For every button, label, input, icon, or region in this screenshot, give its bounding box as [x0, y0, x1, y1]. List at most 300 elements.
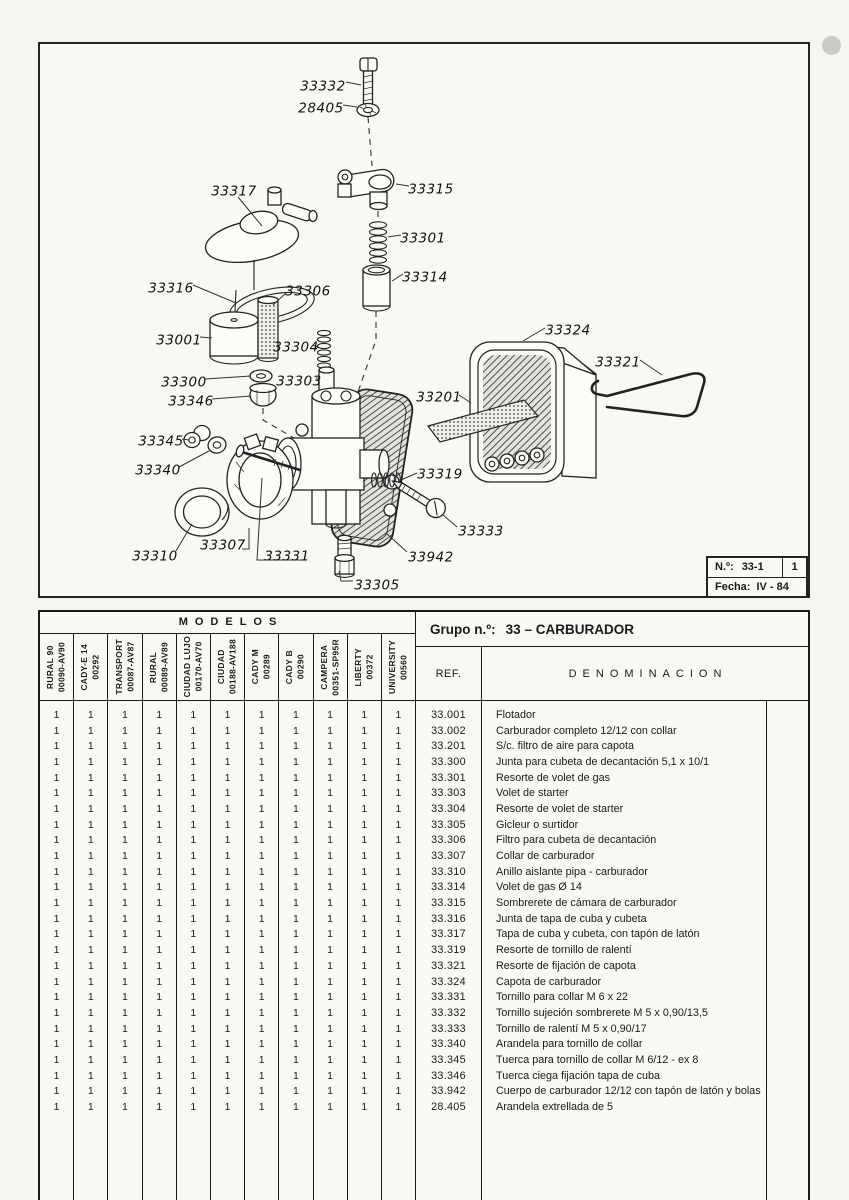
quantity-cell: 1: [224, 771, 231, 784]
quantity-cell: 1: [395, 881, 402, 894]
quantity-cell: 1: [395, 818, 402, 831]
quantity-cell: 1: [292, 912, 299, 925]
quantity-column-1: [40, 701, 74, 1200]
quantity-cell: 1: [224, 959, 231, 972]
part-callout-33324: 33324: [545, 322, 591, 339]
quantity-cell: 1: [53, 881, 60, 894]
quantity-cell: 1: [156, 1085, 163, 1098]
quantity-cell: 1: [87, 740, 94, 753]
denominacion-cell: Tapa de cuba y cubeta, con tapón de latón: [496, 928, 700, 941]
quantity-cell: 1: [156, 865, 163, 878]
sheet-page-number: 1: [782, 558, 806, 577]
part-callout-33304: 33304: [273, 339, 319, 356]
quantity-cell: 1: [292, 1006, 299, 1019]
quantity-cell: 1: [361, 1101, 368, 1114]
model-code: 00289: [261, 654, 272, 680]
model-header-2: [74, 634, 108, 700]
ref-cell: 33.307: [431, 850, 466, 863]
quantity-cell: 1: [190, 740, 197, 753]
quantity-cell: 1: [327, 802, 334, 815]
ref-column: [416, 701, 482, 1200]
quantity-cell: 1: [258, 834, 265, 847]
quantity-cell: 1: [395, 959, 402, 972]
quantity-cell: 1: [224, 724, 231, 737]
part-float-33001: [210, 312, 258, 364]
quantity-cell: 1: [292, 771, 299, 784]
quantity-cell: 1: [224, 944, 231, 957]
quantity-cell: 1: [361, 1022, 368, 1035]
part-callout-33201: 33201: [416, 389, 462, 406]
quantity-cell: 1: [87, 944, 94, 957]
quantity-cell: 1: [327, 959, 334, 972]
quantity-cell: 1: [361, 708, 368, 721]
quantity-cell: 1: [122, 1006, 128, 1019]
quantity-column-2: [74, 701, 108, 1200]
quantity-cell: 1: [122, 928, 128, 941]
model-header-4: [143, 634, 177, 700]
ref-cell: 33.315: [431, 897, 466, 910]
denominacion-cell: Tornillo de ralentí M 5 x 0,90/17: [496, 1022, 647, 1035]
quantity-cell: 1: [258, 850, 265, 863]
ref-cell: 33.346: [431, 1069, 466, 1082]
denominacion-cell: Resorte de volet de starter: [496, 802, 624, 815]
quantity-cell: 1: [258, 1085, 265, 1098]
carburetor-exploded-diagram: [40, 44, 808, 596]
callout-leader-28405: [343, 105, 357, 107]
denominacion-cell: Junta para cubeta de decantación 5,1 x 10/1: [496, 755, 710, 768]
quantity-cell: 1: [87, 959, 94, 972]
quantity-cell: 1: [395, 802, 402, 815]
quantity-cell: 1: [258, 724, 265, 737]
quantity-cell: 1: [258, 787, 265, 800]
quantity-cell: 1: [327, 1101, 334, 1114]
quantity-cell: 1: [190, 897, 197, 910]
quantity-cell: 1: [224, 975, 231, 988]
quantity-cell: 1: [87, 1069, 94, 1082]
quantity-cell: 1: [361, 975, 368, 988]
quantity-cell: 1: [156, 755, 163, 768]
quantity-cell: 1: [361, 881, 368, 894]
part-callout-33001: 33001: [156, 332, 202, 349]
model-code: 00351-SP95R: [330, 638, 341, 696]
quantity-column-5: [177, 701, 211, 1200]
ref-cell: 33.301: [431, 771, 466, 784]
quantity-cell: 1: [87, 1085, 94, 1098]
quantity-cell: 1: [224, 897, 231, 910]
denominacion-column-header: DENOMINACION: [568, 667, 728, 680]
ref-cell: 28.405: [431, 1101, 466, 1114]
denominacion-cell: Resorte de fijación de capota: [496, 959, 636, 972]
quantity-cell: 1: [122, 724, 128, 737]
quantity-cell: 1: [327, 708, 334, 721]
quantity-cell: 1: [53, 755, 60, 768]
model-name: CADY-E 14: [79, 643, 90, 691]
quantity-cell: 1: [292, 740, 299, 753]
model-code: 00188-AV188: [227, 639, 238, 695]
quantity-cell: 1: [122, 771, 128, 784]
quantity-cell: 1: [190, 912, 197, 925]
quantity-cell: 1: [190, 755, 197, 768]
table-body: [40, 701, 808, 1200]
quantity-cell: 1: [327, 975, 334, 988]
quantity-cell: 1: [224, 1022, 231, 1035]
quantity-cell: 1: [224, 1006, 231, 1019]
model-header-1: [40, 634, 74, 700]
quantity-cell: 1: [87, 897, 94, 910]
denominacion-cell: Capota de carburador: [496, 975, 602, 988]
quantity-cell: 1: [361, 944, 368, 957]
quantity-cell: 1: [87, 818, 94, 831]
quantity-cell: 1: [292, 897, 299, 910]
quantity-cell: 1: [156, 1101, 163, 1114]
quantity-cell: 1: [156, 1038, 163, 1051]
ref-cell: 33.306: [431, 834, 466, 847]
quantity-cell: 1: [292, 708, 299, 721]
part-callout-33319: 33319: [417, 466, 463, 483]
model-code: 00290: [295, 654, 306, 680]
quantity-cell: 1: [361, 724, 368, 737]
denominacion-cell: Tornillo para collar M 6 x 22: [496, 991, 629, 1004]
quantity-cell: 1: [190, 850, 197, 863]
part-callout-33315: 33315: [408, 181, 454, 198]
quantity-cell: 1: [122, 802, 128, 815]
ref-cell: 33.304: [431, 802, 466, 815]
quantity-cell: 1: [87, 1022, 94, 1035]
quantity-cell: 1: [395, 834, 402, 847]
denominacion-cell: Sombrerete de cámara de carburador: [496, 897, 677, 910]
ref-cell: 33.002: [431, 724, 466, 737]
quantity-cell: 1: [258, 1101, 265, 1114]
part-callout-33300: 33300: [161, 374, 207, 391]
group-header: [416, 612, 808, 700]
ref-cell: 33.332: [431, 1006, 466, 1019]
quantity-cell: 1: [156, 881, 163, 894]
callout-leader-33315: [396, 184, 409, 186]
quantity-cell: 1: [361, 912, 368, 925]
part-throttle-slide-33314: [363, 265, 390, 311]
fecha-value: IV - 84: [756, 580, 789, 593]
quantity-cell: 1: [224, 708, 231, 721]
sheet-number-box: [706, 556, 808, 598]
quantity-cell: 1: [327, 1022, 334, 1035]
part-callout-33317: 33317: [211, 183, 257, 200]
quantity-column-4: [143, 701, 177, 1200]
quantity-cell: 1: [224, 740, 231, 753]
model-code: 00090-AV90: [56, 641, 67, 693]
denominacion-column: [482, 701, 767, 1200]
quantity-cell: 1: [292, 755, 299, 768]
quantity-cell: 1: [292, 1022, 299, 1035]
quantity-cell: 1: [258, 959, 265, 972]
model-column-headers: [40, 634, 415, 700]
quantity-cell: 1: [53, 1022, 60, 1035]
model-code: 00087-AV87: [124, 641, 135, 693]
quantity-cell: 1: [292, 1101, 299, 1114]
part-cap-nut-33346: [250, 384, 276, 407]
quantity-cell: 1: [53, 991, 60, 1004]
quantity-cell: 1: [87, 834, 94, 847]
quantity-cell: 1: [87, 991, 94, 1004]
quantity-cell: 1: [258, 1053, 265, 1066]
quantity-cell: 1: [122, 897, 128, 910]
denominacion-cell: Junta de tapa de cuba y cubeta: [496, 912, 647, 925]
quantity-cell: 1: [190, 1006, 197, 1019]
quantity-cell: 1: [122, 787, 128, 800]
quantity-cell: 1: [361, 787, 368, 800]
sheet-no-value: 33-1: [741, 561, 764, 574]
model-code: 00560: [398, 654, 409, 680]
quantity-cell: 1: [190, 991, 197, 1004]
quantity-cell: 1: [156, 771, 163, 784]
quantity-cell: 1: [190, 1101, 197, 1114]
quantity-cell: 1: [258, 897, 265, 910]
quantity-cell: 1: [361, 755, 368, 768]
quantity-cell: 1: [361, 897, 368, 910]
quantity-cell: 1: [361, 991, 368, 1004]
quantity-cell: 1: [87, 787, 94, 800]
quantity-cell: 1: [122, 740, 128, 753]
quantity-column-6: [211, 701, 245, 1200]
quantity-cell: 1: [53, 724, 60, 737]
quantity-cell: 1: [122, 959, 128, 972]
quantity-cell: 1: [156, 787, 163, 800]
denominacion-cell: Gicleur o surtidor: [496, 818, 579, 831]
part-callout-33301: 33301: [400, 230, 446, 247]
group-title: [416, 612, 808, 647]
callout-leader-33316: [193, 285, 236, 303]
model-header-6: [211, 634, 245, 700]
denominacion-cell: Tornillo sujeción sombrerete M 5 x 0,90/13,5: [496, 1006, 708, 1019]
group-label: Grupo n.º:: [430, 621, 496, 637]
quantity-cell: 1: [190, 881, 197, 894]
quantity-cell: 1: [327, 944, 334, 957]
quantity-cell: 1: [122, 755, 128, 768]
ref-cell: 33.345: [431, 1053, 466, 1066]
quantity-cell: 1: [361, 802, 368, 815]
quantity-cell: 1: [258, 1069, 265, 1082]
model-name: RURAL 90: [45, 645, 56, 689]
quantity-cell: 1: [53, 834, 60, 847]
quantity-cell: 1: [361, 928, 368, 941]
quantity-cell: 1: [156, 928, 163, 941]
quantity-cell: 1: [361, 1038, 368, 1051]
quantity-cell: 1: [190, 834, 197, 847]
quantity-cell: 1: [258, 755, 265, 768]
part-callout-33314: 33314: [402, 269, 448, 286]
exploded-diagram-frame: [38, 42, 810, 598]
quantity-cell: 1: [224, 1101, 231, 1114]
part-callout-33307: 33307: [200, 537, 246, 554]
quantity-cell: 1: [53, 1006, 60, 1019]
quantity-cell: 1: [156, 991, 163, 1004]
quantity-cell: 1: [224, 1069, 231, 1082]
quantity-cell: 1: [258, 881, 265, 894]
quantity-cell: 1: [395, 755, 402, 768]
quantity-cell: 1: [87, 708, 94, 721]
model-header-5: [177, 634, 211, 700]
quantity-cell: 1: [395, 991, 402, 1004]
quantity-cell: 1: [190, 975, 197, 988]
quantity-cell: 1: [224, 1038, 231, 1051]
quantity-cell: 1: [87, 928, 94, 941]
part-spring-33301: [370, 222, 387, 263]
quantity-cell: 1: [87, 881, 94, 894]
quantity-cell: 1: [395, 865, 402, 878]
quantity-cell: 1: [87, 975, 94, 988]
model-name: UNIVERSITY: [387, 639, 397, 694]
quantity-cell: 1: [190, 865, 197, 878]
part-callout-33306: 33306: [285, 283, 331, 300]
quantity-column-7: [245, 701, 279, 1200]
model-name: TRANSPORT: [113, 639, 124, 695]
denominacion-cell: Flotador: [496, 708, 536, 721]
quantity-cell: 1: [53, 1101, 60, 1114]
quantity-cell: 1: [224, 912, 231, 925]
quantity-cell: 1: [361, 834, 368, 847]
quantity-cell: 1: [53, 959, 60, 972]
ref-cell: 33.340: [431, 1038, 466, 1051]
callout-leader-33333: [443, 515, 457, 527]
quantity-cell: 1: [395, 1053, 402, 1066]
model-name: LIBERTY: [352, 647, 363, 687]
part-callout-33332: 33332: [300, 78, 346, 95]
quantity-cell: 1: [122, 912, 128, 925]
callout-leader-33300: [205, 376, 251, 379]
quantity-cell: 1: [224, 865, 231, 878]
part-callout-33942: 33942: [408, 549, 454, 566]
quantity-cell: 1: [156, 740, 163, 753]
models-header: [40, 612, 416, 700]
quantity-cell: 1: [190, 944, 197, 957]
quantity-cell: 1: [395, 1069, 402, 1082]
ref-cell: 33.942: [431, 1085, 466, 1098]
quantity-cell: 1: [156, 959, 163, 972]
empty-right-column: [767, 701, 808, 1200]
callout-leader-33301: [388, 235, 401, 237]
quantity-cell: 1: [361, 1053, 368, 1066]
quantity-cell: 1: [395, 787, 402, 800]
quantity-cell: 1: [53, 1038, 60, 1051]
quantity-cell: 1: [258, 865, 265, 878]
model-header-3: [108, 634, 142, 700]
part-star-washer-28405: [357, 104, 379, 117]
callout-leader-33319: [401, 473, 417, 480]
denominacion-cell: Carburador completo 12/12 con collar: [496, 724, 677, 737]
quantity-cell: 1: [224, 1053, 231, 1066]
callout-leader-33332: [346, 82, 361, 85]
denominacion-cell: Resorte de volet de gas: [496, 771, 611, 784]
quantity-cell: 1: [292, 928, 299, 941]
part-ring-33310: [175, 488, 229, 536]
quantity-cell: 1: [395, 708, 402, 721]
quantity-cell: 1: [53, 912, 60, 925]
quantity-cell: 1: [258, 975, 265, 988]
quantity-cell: 1: [395, 897, 402, 910]
quantity-cell: 1: [53, 975, 60, 988]
quantity-cell: 1: [395, 1085, 402, 1098]
model-name: CADY B: [284, 649, 295, 685]
model-header-10: [348, 634, 382, 700]
model-code: 00089-AV89: [159, 641, 170, 693]
quantity-cell: 1: [258, 740, 265, 753]
quantity-cell: 1: [258, 771, 265, 784]
quantity-cell: 1: [258, 1038, 265, 1051]
callout-leader-33324: [523, 328, 545, 341]
part-callout-33310: 33310: [132, 548, 178, 565]
quantity-cell: 1: [53, 787, 60, 800]
quantity-cell: 1: [122, 944, 128, 957]
quantity-cell: 1: [327, 897, 334, 910]
quantity-cell: 1: [292, 944, 299, 957]
part-callout-33346: 33346: [168, 393, 214, 410]
part-washer-33340: [206, 435, 228, 455]
model-header-9: [314, 634, 348, 700]
part-callout-33331: 33331: [264, 548, 310, 565]
quantity-cell: 1: [327, 1069, 334, 1082]
denominacion-cell: Volet de gas Ø 14: [496, 881, 582, 894]
ref-cell: 33.305: [431, 818, 466, 831]
quantity-cell: 1: [87, 1038, 94, 1051]
quantity-column-9: [314, 701, 348, 1200]
sheet-number-row: [708, 558, 806, 577]
quantity-cell: 1: [190, 928, 197, 941]
ref-cell: 33.316: [431, 912, 466, 925]
quantity-cell: 1: [122, 708, 128, 721]
quantity-cell: 1: [156, 724, 163, 737]
quantity-cell: 1: [53, 944, 60, 957]
part-jet-33305: [335, 535, 354, 577]
quantity-cell: 1: [224, 881, 231, 894]
quantity-column-8: [279, 701, 313, 1200]
quantity-cell: 1: [87, 755, 94, 768]
denominacion-cell: Collar de carburador: [496, 850, 595, 863]
part-spring-33304: [318, 330, 331, 368]
quantity-cell: 1: [327, 1038, 334, 1051]
model-header-7: [245, 634, 279, 700]
part-callout-33305: 33305: [354, 577, 400, 594]
denominacion-cell: Tuerca para tornillo de collar M 6/12 - ex 8: [496, 1053, 699, 1066]
quantity-cell: 1: [292, 881, 299, 894]
sheet-no-label: N.º:: [715, 561, 734, 574]
quantity-cell: 1: [258, 944, 265, 957]
callout-leader-33346: [212, 396, 251, 399]
quantity-cell: 1: [122, 1069, 128, 1082]
quantity-cell: 1: [224, 755, 231, 768]
quantity-cell: 1: [327, 1006, 334, 1019]
quantity-cell: 1: [292, 1038, 299, 1051]
quantity-cell: 1: [122, 1101, 128, 1114]
quantity-cell: 1: [53, 850, 60, 863]
quantity-cell: 1: [395, 1022, 402, 1035]
parts-table: [38, 610, 810, 1200]
quantity-cell: 1: [292, 975, 299, 988]
quantity-cell: 1: [395, 1038, 402, 1051]
quantity-cell: 1: [53, 1069, 60, 1082]
quantity-cell: 1: [190, 1022, 197, 1035]
quantity-cell: 1: [395, 740, 402, 753]
quantity-cell: 1: [156, 802, 163, 815]
ref-cell: 33.331: [431, 991, 466, 1004]
quantity-cell: 1: [156, 834, 163, 847]
ref-cell: 33.314: [431, 881, 466, 894]
quantity-cell: 1: [224, 802, 231, 815]
quantity-cell: 1: [361, 1069, 368, 1082]
denominacion-cell: Anillo aislante pipa - carburador: [496, 865, 648, 878]
model-name: CAMPERA: [318, 644, 329, 690]
quantity-cell: 1: [292, 1053, 299, 1066]
quantity-cell: 1: [224, 787, 231, 800]
denominacion-cell: S/c. filtro de aire para capota: [496, 740, 635, 753]
